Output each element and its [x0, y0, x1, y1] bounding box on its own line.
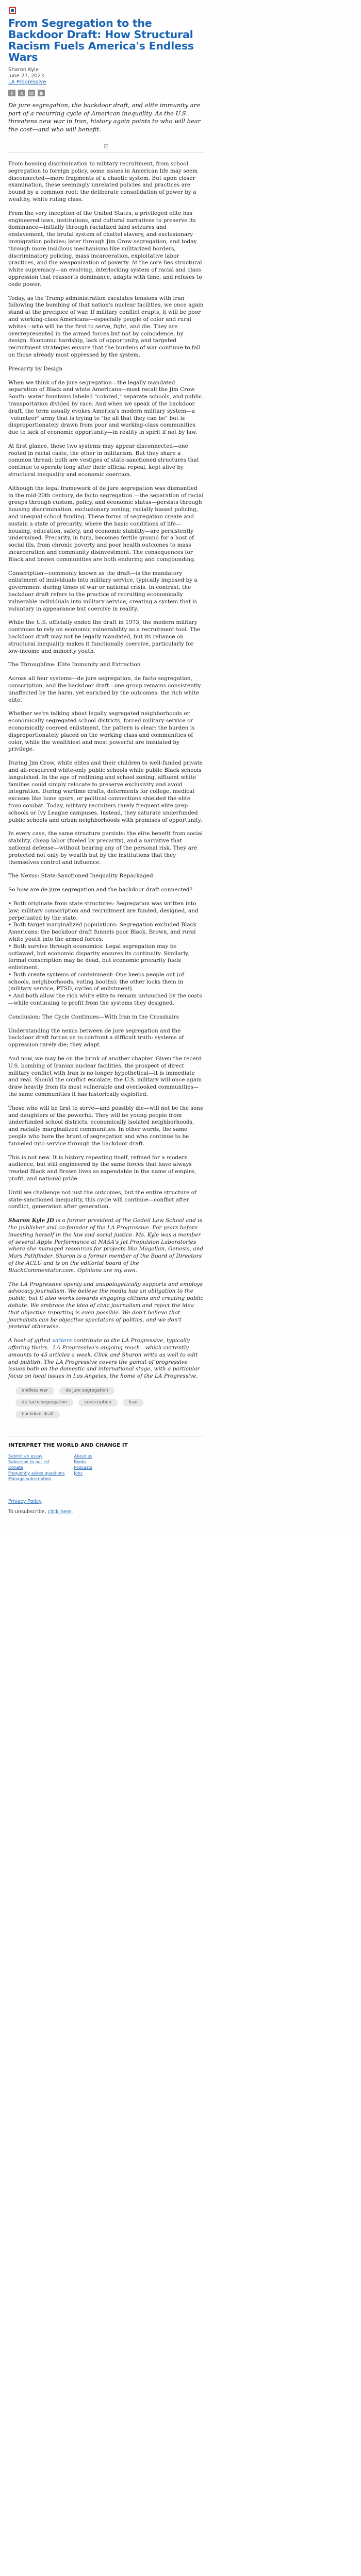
donate-blurb [8, 1337, 204, 1380]
manage-subscription-link[interactable]: Manage subscription [8, 1476, 52, 1481]
lap-logo-icon [9, 7, 16, 14]
body-paragraph: While the U.S. officially ended the draft in 1973, the modern military continues to rely on economic vulnerability as a recruitment tool. The backdoor draft may not be legally mandated, but its reliance on structural inequality makes it functionally coercive, particularly for low-income and minority youth. [8, 619, 201, 654]
writers-link[interactable]: writers [52, 1337, 72, 1344]
site-logo[interactable] [9, 6, 16, 13]
submit-essay-link[interactable]: Submit an essay [8, 1453, 43, 1459]
byline [8, 67, 204, 86]
body-paragraph: In every case, the same structure persists: the elite benefit from social stability, cheap labor (fueled by precarity), and a narrative that national defense—without bearing any of the personal risk. They are protected not only by wealth but by the institutions that they themselves control and influence. [8, 831, 203, 866]
list-item: • Both target marginalized populations: Segregation excluded Black Americans; the backdoor draft funnels poor Black, Brown, and rural white youth into the armed forces. [8, 922, 196, 942]
unsubscribe-link[interactable]: click here [47, 1509, 72, 1515]
hero-image-placeholder [104, 141, 108, 145]
article-dek: De jure segregation, the backdoor draft, and elite immunity are part of a recurring cycle of American inequality. As the U.S. threatens new war in Iran, history again points to who will bear the cost—and who will benefit. [8, 101, 201, 133]
donate-text: contribute to the LA Progressive, typically offering theirs—LA Progressive's ongoing reach—which currently amounts to 45 articles a week. Click and Sharon write as well to edit and publish. The LA Progressive covers the gamut of progressive issues both on the domestic and international stage, with a particular focus on local issues in Los Angeles, the home of the LA Progressive. [8, 1337, 200, 1380]
donate-lead: A host of gifted [8, 1337, 52, 1344]
subscribe-link[interactable]: Subscribe to our list [8, 1459, 50, 1464]
list-item: • Both create systems of containment: One keeps people out (of schools, neighborhoods, voting booths); the other locks them in (military service, PTSD, cycles of enlistment). [8, 971, 184, 992]
newsletter-links-block [8, 1436, 204, 1482]
body-paragraph: Across all four systems—de jure segregation, de facto segregation, conscription, and the backdoor draft—one group remains consistently unaffected by the harm, yet enriched by the outcomes: the rich white elite. [8, 675, 201, 703]
donate-link[interactable]: Donate [8, 1465, 24, 1470]
tag-pill[interactable]: de facto segregation [15, 1399, 73, 1406]
facebook-icon [10, 91, 14, 95]
body-paragraph: Until we challenge not just the outcomes, but the entire structure of state-sanctioned inequality, this cycle will continue—conflict after conflict, generation after generation. [8, 1189, 196, 1210]
tag-pill[interactable]: conscription [78, 1399, 118, 1406]
list-item: • Both survive through economics: Legal segregation may be outlawed, but economic disparity ensures its continuity. Similarly, formal conscription may be dead, but economic precarity fuels enlistment. [8, 943, 189, 971]
unsubscribe-lead: To unsubscribe, [8, 1509, 48, 1515]
unsubscribe-tail: . [71, 1509, 73, 1515]
links-block-title: INTERPRET THE WORLD AND CHANGE IT [8, 1442, 128, 1448]
list-item: • Both originate from state structures: Segregation was written into law; military conscription and recruitment are funded, designed, and perpetuated by the state. [8, 900, 199, 921]
body-paragraph: From the very inception of the United States, a privileged elite has engineered laws, institutions, and cultural narratives to preserve its dominance—initially through racialized land seizures and enslavement, the brutal system of chattel slavery, and exclusionary immigration policies; later through Jim Crow segregation, and today through more insidious mechanisms like militarized borders, discriminatory policing, mass incarceration, exploitative labor practices, and the weaponization of poverty. At the core lies structural white supremacy—an evolving, interlocking system of racial and class oppression that reasserts dominance, adapts with time, and refuses to cede power. [8, 210, 202, 287]
about-link[interactable]: About us [74, 1453, 92, 1459]
list-item: • And both allow the rich white elite to remain untouched by the costs—while continuing to profit from the systems they designed. [8, 993, 202, 1007]
bottom-spacer [8, 1516, 204, 1536]
body-paragraph: Understanding the nexus between de jure segregation and the backdoor draft forces us to confront a difficult truth: systems of oppression rarely die; they adapt. [8, 1027, 184, 1048]
share-facebook-button[interactable] [8, 90, 15, 96]
image-icon [104, 144, 108, 148]
body-paragraph: Those who will be first to serve—and possibly die—will not be the sons and daughters of the powerful. They will be young people from underfunded school districts, economically isolated neighborhoods, and racially marginalized communities. In other words, the same people who bore the brunt of segregation and who continue to be funneled into service through the backdoor draft. [8, 1105, 203, 1147]
body-paragraph: So how are de jure segregation and the backdoor draft connected? [8, 887, 193, 893]
privacy-policy-link[interactable]: Privacy Policy [8, 1498, 42, 1504]
body-paragraph: From housing discrimination to military recruitment, from school segregation to foreign policy, some issues in American life may seem disconnected—mere fragments of a chaotic system. But upon closer examination, these seemingly unrelated policies and practices are bound by a common root: the deliberate consolidation of power by a wealthy, white ruling class. [8, 161, 198, 202]
author-name: Sharon Kyle [8, 67, 39, 73]
links-column-right [74, 1453, 92, 1482]
bio-text: is a former president of the Gedeil Law School and is the publisher and co-founder of the LA Progressive. For years before investing herself in the law and social justice. Ms. Kyle was a member of several Apple Performance at NASA's Jet Propulsion Laboratories where she managed resources for projects like Magellan, Genesis, and Mars Pathfinder. Sharon is a former member of the Board of Directors of the ACLU and is on the editorial board of the BlackCommentator.com. Opinions are my own. [8, 1217, 204, 1274]
section-heading: The Nexus: State-Sanctioned Inequality Repackaged [8, 873, 153, 879]
email-icon [29, 91, 34, 95]
faq-link[interactable]: Frequently asked questions [8, 1470, 65, 1476]
tag-pill[interactable]: endless war [15, 1387, 54, 1395]
body-paragraph: During Jim Crow, white elites and their children to well-funded private and all-resourced white-only public schools while public Black schools languished. In the age of redlining and school zoning, affluent white families could simply relocate to preserve exclusivity and avoid integration. During wartime drafts, deferments for college, medical excuses like bone spurs, or political connections shielded the elite from combat. Today, military recruiters rarely frequent elite prep schools or Ivy League campuses. Instead, they saturate underfunded public schools and urban neighborhoods with promises of opportunity. [8, 760, 203, 823]
author-bio [8, 1217, 204, 1274]
section-heading: The Throughline: Elite Immunity and Extraction [8, 662, 141, 668]
share-email-button[interactable] [28, 90, 35, 96]
editorial-disclaimer: The LA Progressive openly and unapologetically supports and employs advocacy journalism. We believe the media has an obligation to the public, but it also works towards engaging citizens and creating public debate. We embrace the idea of civic journalism and reject the idea that objective reporting is even possible. We don't believe that journalists can be objective spectators of politics, and we don't pretend otherwise. [8, 1281, 204, 1330]
jobs-link[interactable]: Jobs [74, 1470, 83, 1476]
share-buttons [8, 90, 204, 96]
body-paragraph: Although the legal framework of de jure segregation was dismantled in the mid-20th century, de facto segregation —the separation of racial groups through custom, policy, and economic status—persists through housing discrimination, exclusionary zoning, racially biased policing, and unequal school funding. These forms of segregation create and sustain a state of precarity, where the basic conditions of life—housing, education, safety, and economic stability—are persistently undermined. Precarity, in turn, becomes fertile ground for a host of social ills, from chronic poverty and poor health outcomes to mass incarceration and community disinvestment. The consequences for Black and brown communities are both enduring and compounding. [8, 485, 204, 563]
body-paragraph: When we think of de jure segregation—the legally mandated separation of Black and white Americans—most recall the Jim Crow South: water fountains labeled "colored," separate schools, and public transportation divided by race. And when we speak of the backdoor draft, the term usually evokes America's modern military system—a "volunteer" army that is trying to "be all that they can be" but is disproportionately drawn from poor and working-class communities due to lack of economic opportunity—in reality in spirit if not by law. [8, 379, 202, 436]
share-twitter-button[interactable] [18, 90, 25, 96]
tag-pill[interactable]: Iran [123, 1399, 144, 1406]
section-heading: Precarity by Design [8, 365, 63, 372]
article-column [8, 0, 204, 1536]
article-headline[interactable]: From Segregation to the Backdoor Draft: How Structural Racism Fuels America's Endless Wars [8, 17, 194, 63]
links-column-left [8, 1453, 65, 1482]
publication-link[interactable]: LA Progressive [8, 79, 46, 85]
print-icon [39, 91, 43, 95]
body-paragraph: At first glance, these two systems may appear disconnected—one rooted in racial caste, the other in militarism. But they share a common thread: both are vestiges of state-sanctioned structures that continue to operate long after their official repeal, kept alive by structural inequality and economic coercion. [8, 443, 199, 478]
body-paragraph: Today, as the Trump administration escalates tensions with Iran following the bombing of that nation's nuclear facilities, we once again stand at the precipice of war. If military conflict erupts, it will be poor and working-class Americans—especially people of color and rural whites—who will be the first to serve, fight, and die. They are overrepresented in the armed forces but not by coincidence, by design. Economic hardship, lack of opportunity, and targeted recruitment strategies ensure that the burdens of war continue to fall on those already most oppressed by the system. [8, 295, 204, 358]
bio-author-name: Sharon Kyle JD [8, 1217, 54, 1224]
share-print-button[interactable] [38, 90, 45, 96]
twitter-icon [20, 91, 24, 95]
body-paragraph: This is not new. It is history repeating itself, refined for a modern audience, but still engineered by the same forces that have always treated Black and Brown lives as expendable in the name of empire, profit, and national pride. [8, 1154, 196, 1182]
body-paragraph: Conscription—commonly known as the draft—is the mandatory enlistment of individuals into military service, typically imposed by a government during times of war or national crisis. In contrast, the backdoor draft refers to the practice of recruiting economically vulnerable individuals into military service, creating a system that is voluntary in appearance but coercive in reality. [8, 570, 198, 612]
body-paragraph: Whether we're talking about legally segregated neighborhoods or economically segregated school districts, forced military service or economically coerced enlistment, the pattern is clear: the burden is disproportionately placed on the working class and communities of color, while the wealthiest and most powerful are insulated by privilege. [8, 710, 195, 753]
body-paragraph: And now, we may be on the brink of another chapter. Given the recent U.S. bombing of Iranian nuclear facilities, the prospect of direct military conflict with Iran is no longer hypothetical—it is immediate and real. Should the conflict escalate, the U.S. military will once again draw heavily from its most vulnerable and overlooked communities—the same communities it has historically exploited. [8, 1056, 202, 1098]
tag-pill[interactable]: backdoor draft [15, 1411, 60, 1418]
podcasts-link[interactable]: Podcasts [74, 1465, 92, 1470]
connection-list [8, 901, 204, 1007]
email-footer [8, 1498, 204, 1516]
tag-list [15, 1387, 170, 1418]
links-columns [8, 1453, 204, 1482]
publish-date: June 27, 2023 [8, 73, 44, 79]
books-link[interactable]: Books [74, 1459, 87, 1464]
tag-pill[interactable]: de jure segregation [59, 1387, 114, 1395]
section-heading: Conclusion: The Cycle Continues—With Iran in the Crosshairs [8, 1013, 179, 1020]
